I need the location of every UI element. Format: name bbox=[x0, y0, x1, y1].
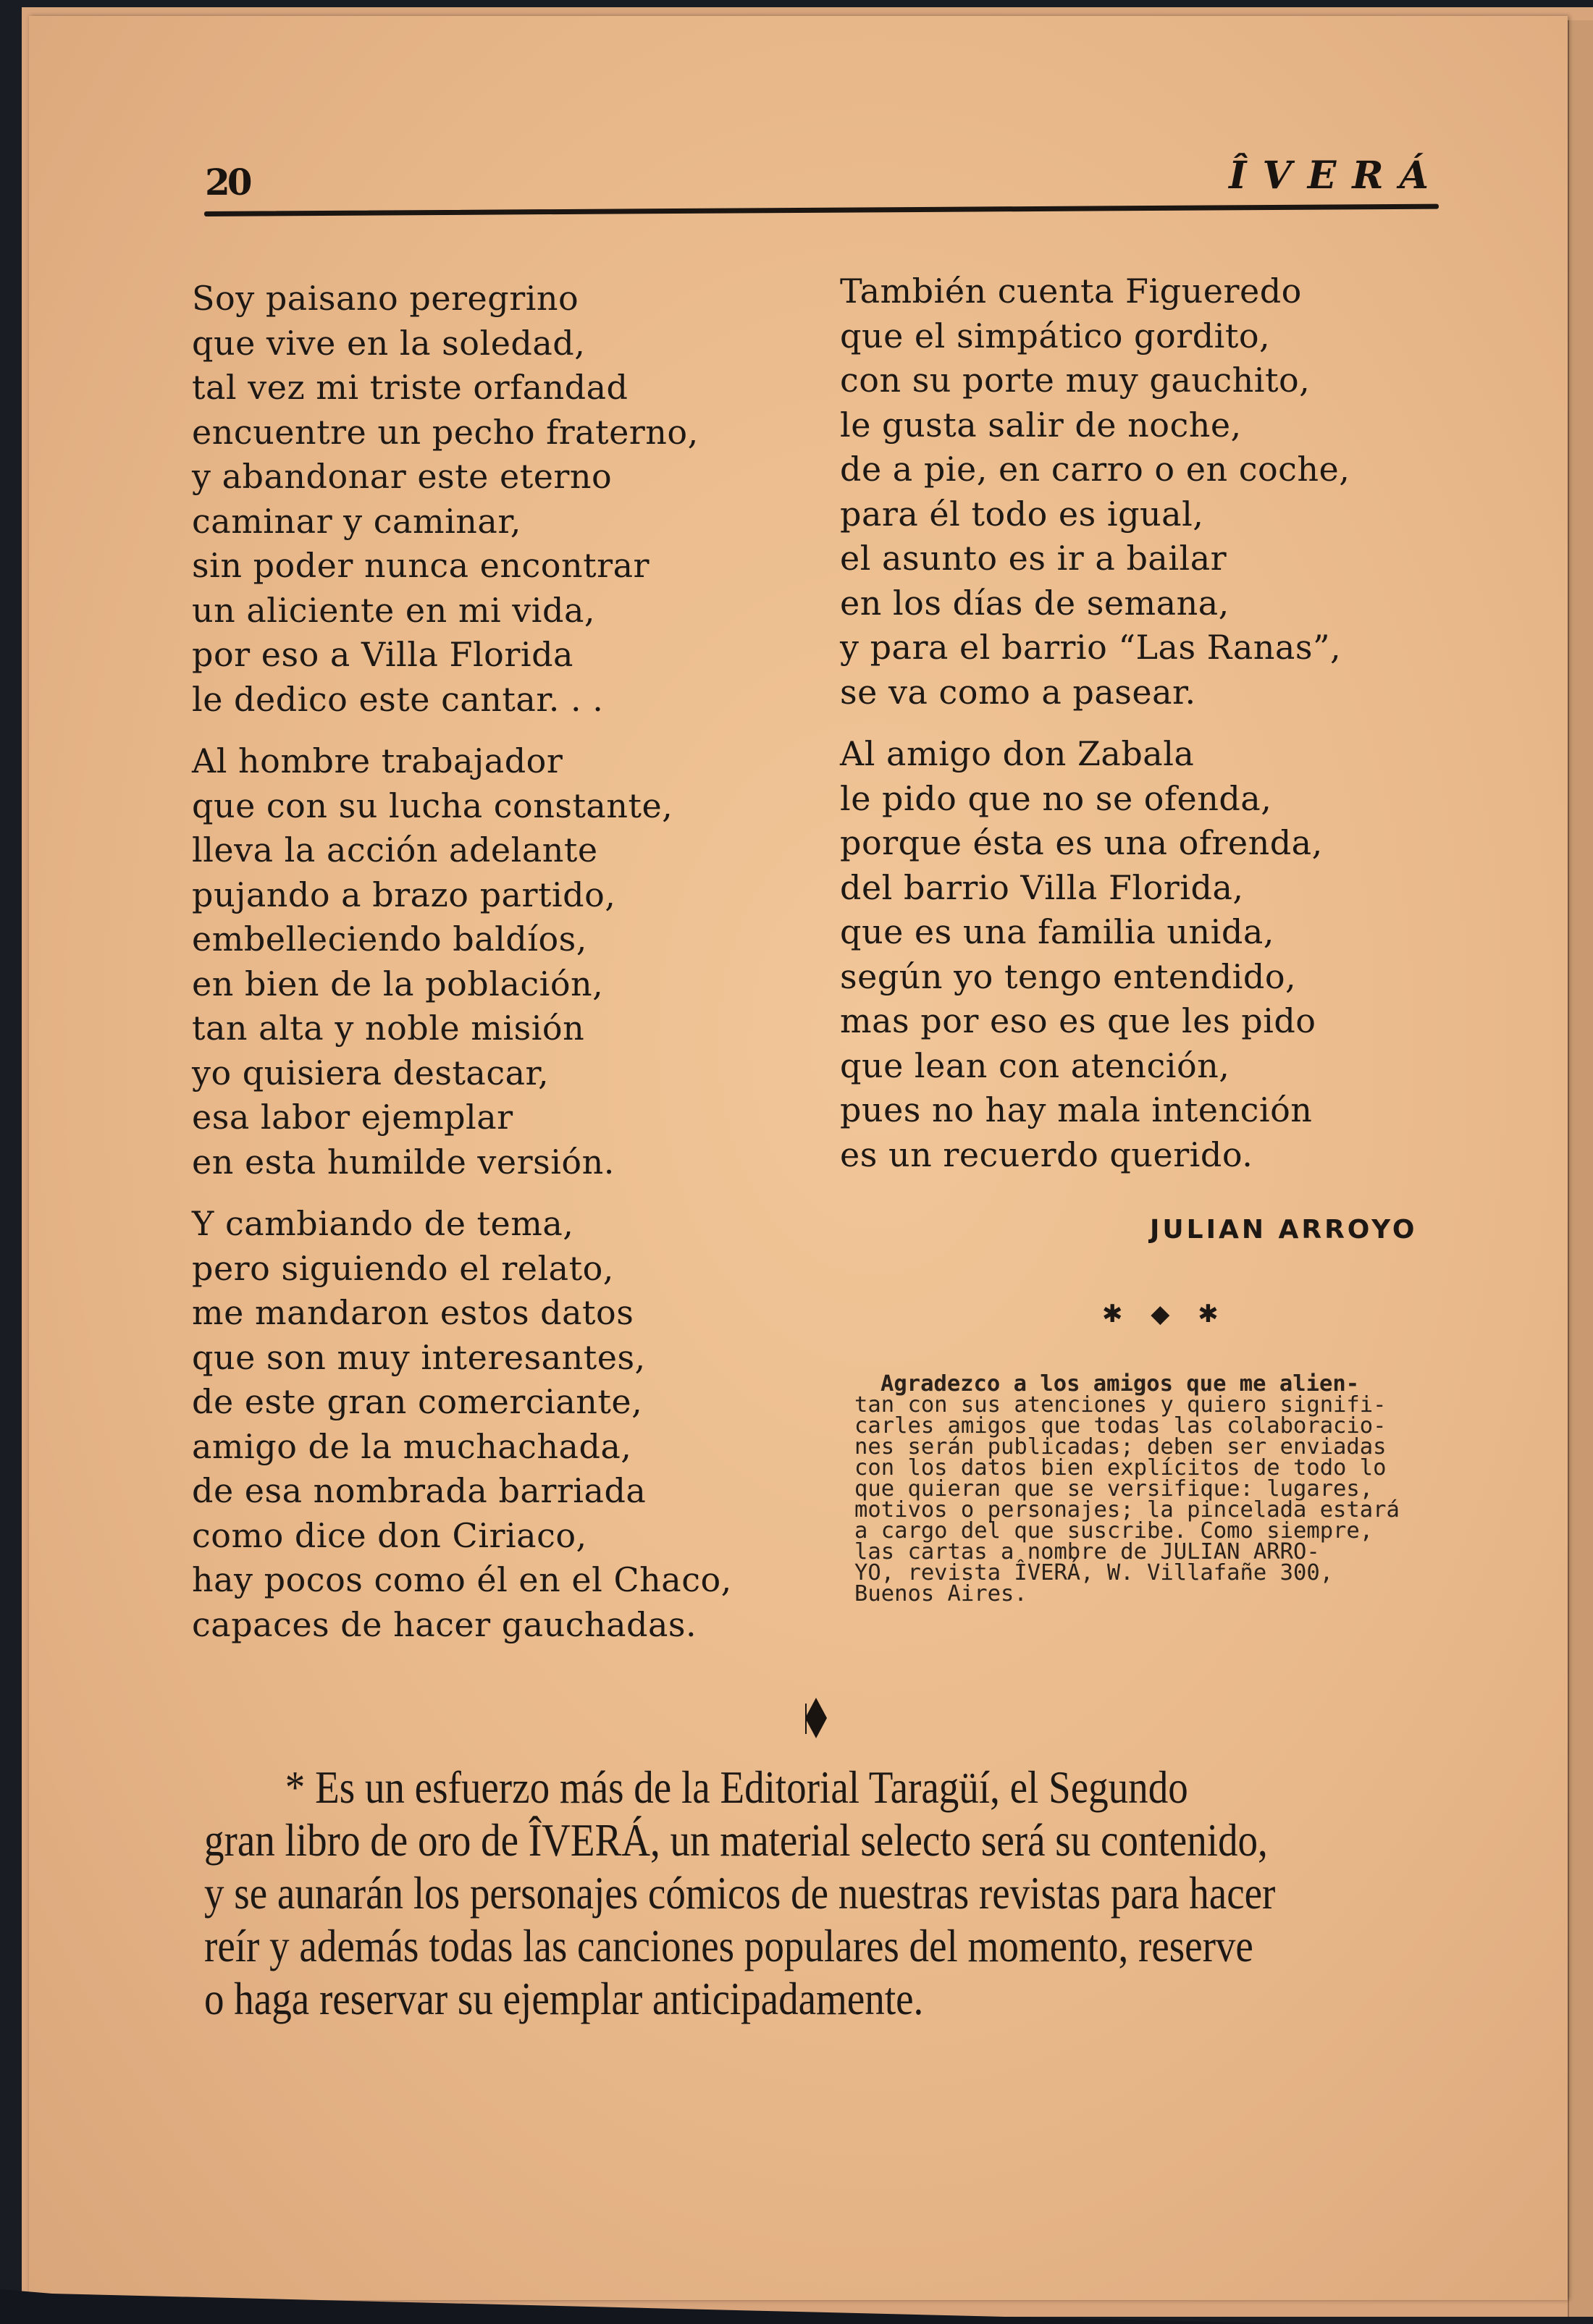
verse-line: que son muy interesantes, bbox=[192, 1337, 646, 1377]
note-line: que quieran que se versifique: lugares, bbox=[854, 1476, 1374, 1502]
promo-line: y se aunarán los personajes cómicos de nuestras revistas para hacer bbox=[204, 1867, 1276, 1919]
verse-line: Al amigo don Zabala bbox=[840, 734, 1195, 773]
verse-line: y para el barrio “Las Ranas”, bbox=[840, 628, 1342, 667]
note-line: carles amigos que todas las colaboracio- bbox=[854, 1413, 1387, 1439]
verse-line: se va como a pasear. bbox=[840, 672, 1196, 712]
verse-line: yo quisiera destacar, bbox=[192, 1053, 550, 1092]
note-line: Buenos Aires. bbox=[854, 1581, 1027, 1607]
stanza bbox=[840, 732, 1463, 1177]
note-line: nes serán publicadas; deben ser enviadas bbox=[854, 1434, 1387, 1460]
verse-line: en los días de semana, bbox=[840, 583, 1230, 623]
verse-line: que es una familia unida, bbox=[840, 912, 1274, 951]
verse-line: y abandonar este eterno bbox=[192, 457, 613, 496]
stanza bbox=[192, 277, 815, 722]
next-page-edge bbox=[1568, 20, 1593, 2317]
note-line: tan con sus atenciones y quiero signifi- bbox=[854, 1392, 1387, 1418]
verse-line: tan alta y noble misión bbox=[192, 1009, 585, 1048]
verse-line: embelleciendo baldíos, bbox=[192, 919, 587, 959]
verse-line: que con su lucha constante, bbox=[192, 786, 673, 825]
verse-line: es un recuerdo querido. bbox=[840, 1134, 1253, 1174]
verse-line: el asunto es ir a bailar bbox=[840, 539, 1227, 578]
verse-line: según yo tengo entendido, bbox=[840, 956, 1297, 996]
verse-line: en esta humilde versión. bbox=[192, 1142, 615, 1182]
page-number: 20 bbox=[205, 161, 250, 203]
author-signature: JULIAN ARROYO bbox=[1150, 1215, 1418, 1245]
note-line: Agradezco a los amigos que me alien- bbox=[880, 1371, 1360, 1397]
note-line: las cartas a nombre de JULIAN ARRO- bbox=[854, 1539, 1320, 1565]
verse-line: en bien de la población, bbox=[192, 964, 604, 1003]
right-poem-column bbox=[840, 269, 1463, 1195]
verse-line: de a pie, en carro o en coche, bbox=[840, 450, 1350, 489]
stanza bbox=[192, 1202, 815, 1647]
verse-line: le gusta salir de noche, bbox=[840, 405, 1242, 445]
verse-line: pero siguiendo el relato, bbox=[192, 1248, 614, 1288]
stanza bbox=[840, 269, 1463, 715]
promo-line: o haga reservar su ejemplar anticipadamente. bbox=[204, 1973, 924, 2024]
verse-line: para él todo es igual, bbox=[840, 494, 1204, 534]
verse-line: porque ésta es una ofrenda, bbox=[840, 823, 1323, 862]
verse-line: por eso a Villa Florida bbox=[192, 635, 573, 674]
verse-line: con su porte muy gauchito, bbox=[840, 361, 1311, 400]
verse-line: un aliciente en mi vida, bbox=[192, 590, 595, 630]
stanza bbox=[192, 739, 815, 1184]
verse-line: mas por eso es que les pido bbox=[840, 1001, 1316, 1040]
verse-line: encuentre un pecho fraterno, bbox=[192, 412, 699, 452]
verse-line: pujando a brazo partido, bbox=[192, 875, 616, 914]
verse-line: tal vez mi triste orfandad bbox=[192, 368, 629, 407]
verse-line: amigo de la muchachada, bbox=[192, 1426, 632, 1466]
verse-line: esa labor ejemplar bbox=[192, 1098, 513, 1137]
promo-line: * Es un esfuerzo más de la Editorial Taragüí, el Segundo bbox=[285, 1761, 1188, 1813]
verse-line: capaces de hacer gauchadas. bbox=[192, 1604, 697, 1644]
verse-line: de esa nombrada barriada bbox=[192, 1471, 647, 1510]
left-poem-column bbox=[192, 277, 815, 1664]
verse-line: caminar y caminar, bbox=[192, 501, 521, 541]
verse-line: le pido que no se ofenda, bbox=[840, 778, 1272, 818]
promo-paragraph bbox=[204, 1761, 1287, 2025]
verse-line: lleva la acción adelante bbox=[192, 830, 598, 870]
verse-line: sin poder nunca encontrar bbox=[192, 546, 650, 585]
verse-line: de este gran comerciante, bbox=[192, 1382, 643, 1421]
masthead-title: ÎVERÁ bbox=[1229, 153, 1445, 198]
verse-line: Soy paisano peregrino bbox=[192, 279, 579, 318]
verse-line: que el simpático gordito, bbox=[840, 316, 1271, 355]
note-line: YO, revista ÎVERÁ, W. Villafañe 300, bbox=[854, 1560, 1334, 1586]
verse-line: Al hombre trabajador bbox=[192, 741, 563, 780]
verse-line: hay pocos como él en el Chaco, bbox=[192, 1560, 732, 1599]
diamond-divider-icon bbox=[805, 1698, 827, 1738]
verse-line: Y cambiando de tema, bbox=[192, 1204, 574, 1243]
verse-line: que lean con atención, bbox=[840, 1045, 1230, 1085]
star-diamond-ornament-icon: ✱ ◆ ✱ bbox=[1102, 1300, 1229, 1329]
verse-line: pues no hay mala intención bbox=[840, 1090, 1313, 1129]
note-line: a cargo del que suscribe. Como siempre, bbox=[854, 1518, 1374, 1544]
verse-line: me mandaron estos datos bbox=[192, 1293, 634, 1332]
promo-line: reír y además todas las canciones populares del momento, reserve bbox=[204, 1920, 1253, 1971]
author-note bbox=[854, 1371, 1455, 1607]
verse-line: le dedico este cantar. . . bbox=[192, 679, 604, 719]
note-line: con los datos bien explícitos de todo lo bbox=[854, 1455, 1387, 1481]
verse-line: como dice don Ciriaco, bbox=[192, 1515, 587, 1555]
verse-line: que vive en la soledad, bbox=[192, 323, 586, 363]
verse-line: del barrio Villa Florida, bbox=[840, 867, 1244, 907]
note-line: motivos o personajes; la pincelada estará bbox=[854, 1497, 1400, 1523]
verse-line: También cuenta Figueredo bbox=[840, 271, 1302, 311]
promo-line: gran libro de oro de ÎVERÁ, un material selecto será su contenido, bbox=[204, 1814, 1268, 1866]
